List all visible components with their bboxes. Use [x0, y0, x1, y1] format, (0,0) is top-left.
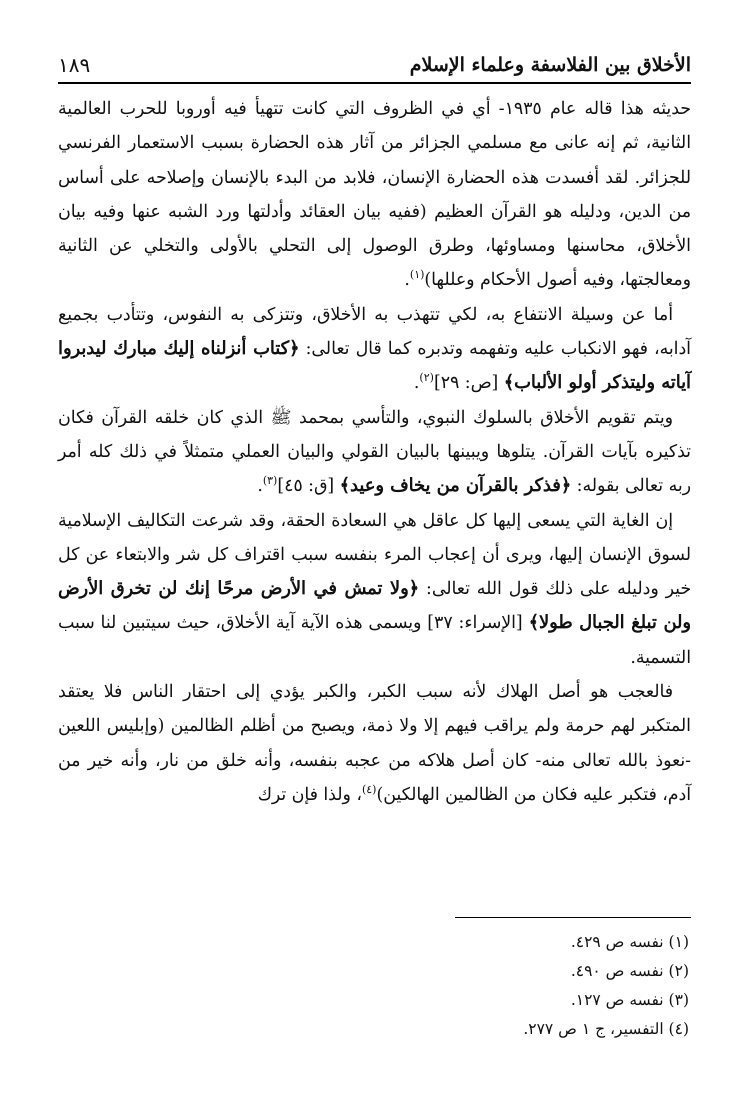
quran-verse: ﴿ولا تمش في الأرض مرحًا إنك لن تخرق الأرض ولن تبلغ الجبال طولا﴾ — [58, 578, 691, 634]
paragraph-text: ويتم تقويم الأخلاق بالسلوك النبوي، والتأسي بمحمد ﷺ الذي كان خلقه القرآن فكان تذكيره بآيات القرآن. يتلوها ويبينها بالبيان القولي والبيان العملي متمثلاً في ذلك كله أمر ربه تعالى بقوله: — [58, 407, 691, 497]
paragraph-text: فالعجب هو أصل الهلاك لأنه سبب الكبر، والكبر يؤدي إلى احتقار الناس فلا يعتقد المتكبر لهم حرمة ولم يراقب فيهم إلا ولا ذمة، ويصبح من أظلم الظالمين (وإبليس اللعين -نعوذ بالله تعالى منه- كان أصل هلاكه من عجبه بنفسه، وأنه خلق من نار، وأنه خير من آدم، فتكبر عليه فكان من الظالمين الهالكين) — [58, 682, 691, 805]
page-header — [58, 38, 691, 82]
paragraph-5 — [58, 675, 691, 812]
body-text — [58, 92, 691, 812]
page-number: ١٨٩ — [58, 53, 91, 77]
verse-citation: [الإسراء: ٣٧] ويسمى هذه الآية آية الأخلاق، حيث سيتبين لنا سبب التسمية. — [58, 613, 691, 668]
verse-citation: [ص: ٢٩] — [433, 373, 504, 394]
footnote-separator — [455, 917, 691, 918]
paragraph-1 — [58, 92, 691, 298]
paragraph-4 — [58, 504, 691, 675]
footnote-1: (١) نفسه ص ٤٢٩. — [570, 933, 689, 951]
paragraph-text: حديثه هذا قاله عام ١٩٣٥- أي في الظروف التي كانت تتهيأ فيه أوروبا للحرب العالمية الثانية، ثم إنه عانى مع مسلمي الجزائر من آثار هذه الحضارة بسبب الاستعمار الفرنسي للجزائر. لقد أفسدت هذه الحضارة الإنسان، فلابد من البدء بالإنسان وإصلاحه على أساس من الدين، ودليله هو القرآن العظيم (ففيه بيان العقائد وأدلتها ورد الشبه عنها وفيه بيان الأخلاق، محاسنها ومساوئها، وطرق الوصول إلى التحلي بالأولى والتخلي عن الثانية ومعالجتها، وفيه أصول الأحكام وعللها) — [58, 99, 691, 291]
footnote-ref-1: (١) — [409, 268, 425, 282]
footnote-4: (٤) التفسير، ج ١ ص ٢٧٧. — [523, 1020, 689, 1038]
footnote-ref-2: (٢) — [419, 371, 434, 385]
paragraph-3 — [58, 401, 691, 504]
footnotes — [58, 928, 691, 1044]
paragraph-text: إن الغاية التي يسعى إليها كل عاقل هي السعادة الحقة، وقد شرعت التكاليف الإسلامية لسوق الإنسان إليها، ويرى أن إعجاب المرء بنفسه سبب اقتراف كل شر والابتعاء عن كل خير ودليله على ذلك قول الله تعالى: — [58, 510, 691, 600]
paragraph-text: ، ولذا فإن ترك — [257, 784, 362, 805]
footnote-ref-4: (٤) — [361, 783, 377, 797]
footnote-ref-3: (٣) — [262, 474, 278, 488]
paragraph-text: أما عن وسيلة الانتفاع به، لكي تتهذب به الأخلاق، وتتزكى به النفوس، وتتأدب بجميع آدابه، فهو الانكباب عليه وتفهمه وتدبره كما قال تعالى: — [58, 304, 691, 360]
header-rule — [58, 82, 691, 84]
quran-verse: ﴿فذكر بالقرآن من يخاف وعيد﴾ — [339, 475, 572, 497]
paragraph-text: . — [413, 373, 420, 394]
paragraph-2 — [58, 298, 691, 401]
footnote-3: (٣) نفسه ص ١٢٧. — [570, 991, 689, 1009]
quran-verse: ﴿كتاب أنزلناه إليك مبارك ليدبروا آياته وليتذكر أولو الألباب﴾ — [58, 338, 691, 394]
paragraph-text: . — [404, 270, 410, 291]
paragraph-text: . — [257, 476, 263, 497]
footnote-2: (٢) نفسه ص ٤٩٠. — [570, 962, 689, 980]
verse-citation: [ق: ٤٥] — [277, 476, 340, 497]
running-header-title: الأخلاق بين الفلاسفة وعلماء الإسلام — [409, 54, 691, 76]
